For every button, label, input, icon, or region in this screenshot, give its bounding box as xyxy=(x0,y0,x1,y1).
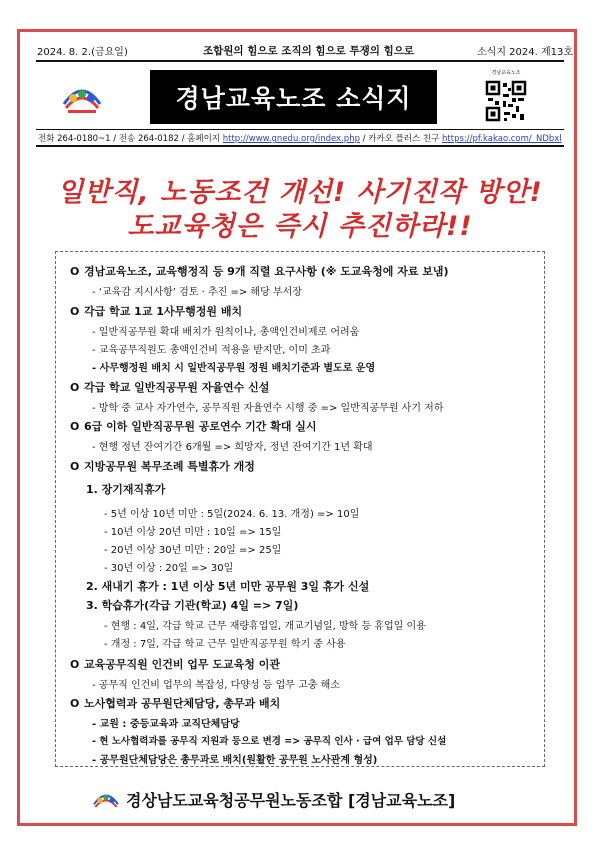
section-title: 각급 학교 1교 1사무행정원 배치 xyxy=(84,305,243,318)
section-item: - 현행 정년 잔여기간 6개월 => 희망자, 정년 잔여기간 1년 확대 xyxy=(92,442,373,453)
subheading: 2. 새내기 휴가 : 1년 이상 5년 미만 공무원 3일 휴가 신설 xyxy=(86,580,370,593)
section-item: - 10년 이상 20년 미만 : 10일 => 15일 xyxy=(104,527,282,538)
section-payroll xyxy=(70,656,280,672)
section-title: 노사협력과 공무원단체담당, 총무과 배치 xyxy=(84,697,281,710)
headline-line-1: 일반직, 노동조건 개선! 사기진작 방안! xyxy=(57,177,543,208)
masthead-top xyxy=(17,41,583,57)
section-item: - 교육공무직원도 총액인건비 적용을 받지만, 이미 초과 xyxy=(92,345,331,356)
section-item: - 교원 : 중등교육과 교직단체담당 xyxy=(92,719,240,730)
section-retirement-training xyxy=(70,418,317,434)
section-title: 지방공무원 복무조례 특별휴가 개정 xyxy=(84,460,255,473)
qr-code-icon[interactable] xyxy=(484,68,528,124)
divider xyxy=(36,145,564,147)
kakao-link[interactable]: https://pf.kakao.com/_NDbxl xyxy=(442,134,562,144)
section-training xyxy=(70,379,269,395)
section-item: - 현 노사협력과를 공무직 지원과 등으로 변경 => 공무직 인사 · 급여 업무 담당 신설 xyxy=(92,736,447,747)
section-item: - 현행 : 4일, 각급 학교 근무 재량휴업일, 개교기념일, 방학 등 휴업일 이용 xyxy=(104,621,426,632)
section-item: - 사무행정원 배치 시 일반직공무원 정원 배치기준과 별도로 운영 xyxy=(92,363,376,374)
section-labor-relations xyxy=(70,695,280,711)
section-item: - 20년 이상 30년 미만 : 20일 => 25일 xyxy=(104,545,282,556)
newsletter-title: 경남교육노조 소식지 xyxy=(150,70,437,124)
qr-label: 경남교육노조 xyxy=(491,70,521,76)
section-item: - 5년 이상 10년 미만 : 5일(2024. 6. 13. 개정) => 10일 xyxy=(104,509,360,520)
contact-line xyxy=(38,132,568,144)
contact-kakao-label: / 카카오 플러스 친구 xyxy=(359,134,443,144)
section-item: - 개정 : 7일, 각급 학교 근무 일반직공무원 학기 중 사용 xyxy=(104,639,346,650)
issue-number: 소식지 2024. 제13호 xyxy=(477,47,574,58)
section-item: - 공무직 인건비 업무의 복잡성, 다양성 등 업무 고충 해소 xyxy=(92,680,340,691)
section-item: - 공무원단체담당은 총무과로 배치(원활한 공무원 노사관계 형성) xyxy=(92,755,378,766)
subheading: 1. 장기재직휴가 xyxy=(86,483,166,496)
bullet-circle-icon: O xyxy=(70,697,80,710)
bullet-circle-icon: O xyxy=(70,460,80,473)
section-item: - 방학 중 교사 자가연수, 공무직원 자율연수 시행 중 => 일반직공무원 사기 저하 xyxy=(92,403,444,414)
union-logo-icon xyxy=(58,74,106,118)
homepage-link[interactable]: http://www.gnedu.org/index.php xyxy=(222,134,360,144)
section-demands xyxy=(70,263,449,279)
section-title: 각급 학교 일반직공무원 자율연수 신설 xyxy=(84,381,270,394)
section-item: - 30년 이상 : 20일 => 30일 xyxy=(104,563,234,574)
union-logo-icon xyxy=(90,784,122,814)
section-title: 경남교육노조, 교육행정직 등 9개 직렬 요구사항 (※ 도교육청에 자료 보냄) xyxy=(84,265,449,278)
footer-org-name: 경상남도교육청공무원노동조합 [경남교육노조] xyxy=(126,791,456,810)
contact-phone: 전화 264-0180~1 / 전송 264-0182 / 홈페이지 xyxy=(38,134,223,144)
bullet-circle-icon: O xyxy=(70,381,80,394)
subheading: 3. 학습휴가(각급 기관(학교) 4일 => 7일) xyxy=(86,599,299,612)
section-special-leave xyxy=(70,458,255,474)
bullet-circle-icon: O xyxy=(70,265,80,278)
section-title: 교육공무직원 인건비 업무 도교육청 이관 xyxy=(84,658,280,671)
section-staffing xyxy=(70,303,242,319)
divider xyxy=(36,129,564,130)
divider xyxy=(36,60,564,62)
slogan: 조합원의 힘으로 조직의 힘으로 투쟁의 힘으로 xyxy=(203,45,414,57)
bullet-circle-icon: O xyxy=(70,420,80,433)
headline-line-2: 도교육청은 즉시 추진하라!! xyxy=(127,211,473,242)
section-item: - 일반직공무원 확대 배치가 원칙이나, 총액인건비제로 어려움 xyxy=(92,327,360,338)
issue-date: 2024. 8. 2.(금요일) xyxy=(37,47,128,58)
section-title: 6급 이하 일반직공무원 공로연수 기간 확대 실시 xyxy=(84,420,317,433)
section-item: - ‘교육감 지시사항’ 검토 · 추진 => 해당 부서장 xyxy=(92,287,302,298)
bullet-circle-icon: O xyxy=(70,658,80,671)
bullet-circle-icon: O xyxy=(70,305,80,318)
